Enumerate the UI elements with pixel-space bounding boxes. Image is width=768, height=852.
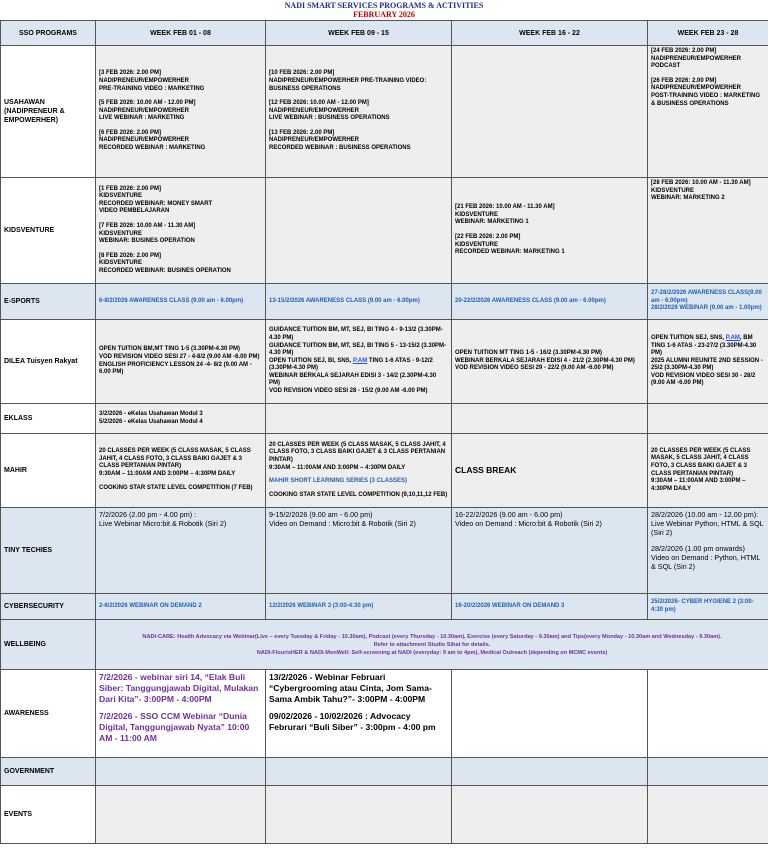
cell-line: KIDSVENTURE xyxy=(651,187,695,194)
cell-awareness-w3 xyxy=(452,670,648,758)
cell-eklass-w4 xyxy=(648,404,768,434)
cell-wellbeing xyxy=(96,620,768,670)
cell-line: PRE-TRAINING VIDEO : MARKETING xyxy=(99,85,205,92)
cell-line: ENGLISH PROFICIENCY LESSON 24 -4- 8/2 (9.00 AM - 6.00 PM) xyxy=(99,361,252,376)
cell-dilea-w4 xyxy=(648,320,768,404)
program-label: USAHAWAN (NADIPRENEUR & EMPOWERHER) xyxy=(1,46,96,178)
cell-line: 27-28/2/2026 AWARENESS CLASS(9.00 am - 6.00pm) xyxy=(651,290,762,304)
program-label: TINY TECHIES xyxy=(1,508,96,594)
pam-link[interactable]: P.AM xyxy=(725,334,740,341)
cell-kidsventure-w1 xyxy=(96,178,266,284)
cell-line: [10 FEB 2026: 2.00 PM] xyxy=(269,70,335,77)
awareness-item: 09/02/2026 - 10/02/2026 : Advocacy Februrari “Buli Siber” - 3:00pm - 4:00 pm xyxy=(269,711,436,732)
cell-line: RECORDED WEBINAR: MONEY SMART xyxy=(99,200,213,207)
cell-line: NADIPRENEUR/EMPOWERHER xyxy=(651,85,742,92)
cell-government-w4 xyxy=(648,758,768,786)
program-label: GOVERNMENT xyxy=(1,758,96,786)
dilea-w4-line: 2025 ALUMNI REUNITE 2ND SESSION - 25/2 (3.30PM-4.30 PM) xyxy=(651,357,763,372)
dilea-w2-line: WEBINAR BERKALA SEJARAH EDISI 3 - 14/2 (2.30PM-4.30 PM) xyxy=(269,372,437,387)
mahir-w2-line: 9:30AM – 11:00AM AND 3:00PM – 4:30PM DAILY xyxy=(269,464,406,471)
awareness-item: 7/2/2026 - webinar siri 14, “Elak Buli Siber: Tanggungjawab Digital, Mulakan Dari Kita”- 3:00PM - 4:00PM xyxy=(99,672,259,704)
row-government xyxy=(1,758,768,786)
cell-line: 7/2/2026 (2.00 pm - 4.00 pm) : xyxy=(99,510,197,519)
cell-usahawan-w3 xyxy=(452,46,648,178)
dilea-w4-line: VOD REVISION VIDEO SESI 30 - 28/2 (9.00 AM -6.00 PM) xyxy=(651,372,756,387)
page-title: NADI SMART SERVICES PROGRAMS & ACTIVITIES xyxy=(284,1,484,10)
cell-mahir-w1 xyxy=(96,434,266,508)
cell-line: NADIPRENEUR/EMPOWERHER xyxy=(99,77,190,84)
col-header-week4: WEEK FEB 23 - 28 xyxy=(648,21,768,46)
page-header xyxy=(0,0,768,20)
cell-line: Video on Demand : Micro:bit & Robotik (Siri 2) xyxy=(455,519,602,528)
cell-line: WEBINAR: MARKETING 2 xyxy=(651,195,725,202)
cell-line: [1 FEB 2026: 2.00 PM] xyxy=(99,185,162,192)
cell-kidsventure-w4 xyxy=(648,178,768,284)
cell-line: NADIPRENEUR/EMPOWERHER xyxy=(99,107,190,114)
cell-cyber-w3: 16-20/2/2026 WEBINAR ON DEMAND 3 xyxy=(452,594,648,620)
cell-line xyxy=(99,123,262,130)
cell-kidsventure-w3 xyxy=(452,178,648,284)
cell-line: 3/2/2026 - eKelas Usahawan Modul 3 xyxy=(99,410,203,417)
cell-line: [6 FEB 2026: 2.00 PM] xyxy=(99,129,162,136)
program-label: CYBERSECURITY xyxy=(1,594,96,620)
cell-line: Live Webinar Micro:bit & Robotik (Siri 2) xyxy=(99,519,227,528)
cell-mahir-w3: CLASS BREAK xyxy=(452,434,648,508)
cell-line: LIVE WEBINAR : MARKETING xyxy=(99,115,185,122)
cell-tiny-w4 xyxy=(648,508,768,594)
cell-line: COOKING STAR STATE LEVEL COMPETITION (7 FEB) xyxy=(99,485,253,492)
cell-mahir-w4 xyxy=(648,434,768,508)
cell-line xyxy=(99,216,262,223)
cell-line xyxy=(651,71,765,78)
page-subtitle: FEBRUARY 2026 xyxy=(353,10,415,19)
cell-line: & BUSINESS OPERATIONS xyxy=(651,100,729,107)
cell-line xyxy=(99,93,262,100)
cell-government-w2 xyxy=(266,758,452,786)
program-label: WELLBEING xyxy=(1,620,96,670)
cell-line: 5/2/2026 - eKelas Usahawan Modul 4 xyxy=(99,418,203,425)
cell-usahawan-w1 xyxy=(96,46,266,178)
cell-line: 16-22/2/2026 (9.00 am - 6.00 pm) xyxy=(455,510,563,519)
cell-line xyxy=(455,227,644,234)
cell-line xyxy=(99,246,262,253)
cell-esports-w4 xyxy=(648,284,768,320)
cell-line xyxy=(269,93,448,100)
mahir-w2-line: COOKING STAR STATE LEVEL COMPETITION (9,10,11,12 FEB) xyxy=(269,491,448,498)
cell-line: WEBINAR: BUSINES OPERATION xyxy=(99,238,195,245)
mahir-short-series: MAHIR SHORT LEARNING SERIES (3 CLASSES) xyxy=(269,478,408,485)
row-dilea xyxy=(1,320,768,404)
cell-line: BUSINESS OPERATIONS xyxy=(269,85,341,92)
cell-line: 9:30AM – 11:00AM AND 3:00PM – 4:30PM DAILY xyxy=(651,478,746,492)
cell-line: POST-TRAINING VIDEO : MARKETING xyxy=(651,92,761,99)
cell-line: [8 FEB 2026: 2.00 PM] xyxy=(99,252,162,259)
row-wellbeing xyxy=(1,620,768,670)
cell-cyber-w2: 12/2/2026 WEBINAR 3 (3:00-4:30 pm) xyxy=(266,594,452,620)
cell-cyber-w1: 2-6/2/2026 WEBINAR ON DEMAND 2 xyxy=(96,594,266,620)
cell-line: WEBINAR: MARKETING 1 xyxy=(455,219,529,226)
cell-mahir-w2 xyxy=(266,434,452,508)
dilea-w2-line: GUIDANCE TUITION BM, MT, SEJ, BI TING 4 - 9-13/2 (3.30PM-4.30 PM) xyxy=(269,327,443,341)
program-label: E-SPORTS xyxy=(1,284,96,320)
cell-line: KIDSVENTURE xyxy=(455,241,499,248)
cell-usahawan-w2 xyxy=(266,46,452,178)
cell-line: Live Webinar Python, HTML & SQL (Siri 2) xyxy=(651,519,764,537)
cell-line: 9-15/2/2026 (9.00 am - 6.00 pm) xyxy=(269,510,373,519)
mahir-w2-line: 20 CLASSES PER WEEK (5 CLASS MASAK, 5 CLASS JAHIT, 4 CLASS FOTO, 3 CLASS BAIKI GAJET & 3 CLASS PERTANIAN PINTAR) xyxy=(269,441,446,463)
dilea-w2-text: OPEN TUITION SEJ, BI, SNS, xyxy=(269,357,354,364)
cell-line: NADI-CARE: Health Advocacy via Webinar(Live – every Tuesday & Friday - 10.30am), Podcast (every Thursday - 10.30am), Exercise (every Saturday - 9.30am) and Tips(every Monday - 10.30am and Wednesday - 9.30am). xyxy=(142,633,722,640)
cell-line: LIVE WEBINAR : BUSINESS OPERATIONS xyxy=(269,115,390,122)
cell-kidsventure-w2 xyxy=(266,178,452,284)
cell-line: VOD REVISION VIDEO SESI 27 - 4-8/2 (9.00 AM -6.00 PM) xyxy=(99,353,260,360)
row-events xyxy=(1,786,768,844)
dilea-w2-line xyxy=(269,358,448,373)
row-awareness xyxy=(1,670,768,758)
cell-line: [5 FEB 2026: 10.00 AM - 12.00 PM] xyxy=(99,100,196,107)
cell-government-w1 xyxy=(96,758,266,786)
dilea-w2-line: GUIDANCE TUITION BM, MT, SEJ, BI TING 5 - 13-15/2 (3.30PM-4.30 PM) xyxy=(269,342,447,357)
cell-line: 9:30AM – 11:00AM AND 3:00PM – 4:30PM DAILY xyxy=(99,470,236,477)
cell-events-w2 xyxy=(266,786,452,844)
row-usahawan xyxy=(1,46,768,178)
cell-tiny-w2 xyxy=(266,508,452,594)
cell-line: WEBINAR BERKALA SEJARAH EDISI 4 - 21/2 (2.30PM-4.30 PM) xyxy=(455,357,635,364)
cell-events-w3 xyxy=(452,786,648,844)
cell-line: Video on Demand : Micro:bit & Robotik (Siri 2) xyxy=(269,519,416,528)
cell-line: VOD REVISION VIDEO SESI 29 - 22/2 (9.00 AM -6.00 PM) xyxy=(455,365,614,372)
awareness-item: 7/2/2026 - SSO CCM Webinar “Dunia Digital, Tanggungjawab Nyata” 10:00 AM - 11:00 AM xyxy=(99,711,250,743)
cell-line: NADIPRENEUR/EMPOWERHER xyxy=(269,137,360,144)
cell-events-w4 xyxy=(648,786,768,844)
dilea-w2-line: VOD REVISION VIDEO SESI 28 - 15/2 (9.00 AM -6.00 PM) xyxy=(269,388,428,395)
cell-line: VIDEO PEMBELAJARAN xyxy=(99,208,170,215)
cell-line: NADIPRENEUR/EMPOWERHER xyxy=(99,137,190,144)
row-esports xyxy=(1,284,768,320)
cell-awareness-w1 xyxy=(96,670,266,758)
cell-awareness-w2 xyxy=(266,670,452,758)
program-label: MAHIR xyxy=(1,434,96,508)
awareness-item: 13/2/2026 - Webinar Februari “Cybergrooming atau Cinta, Jom Sama-Sama Ambik Tahu?”- 3:00PM - 4:00PM xyxy=(269,672,432,704)
cell-line: [21 FEB 2026: 10.00 AM - 11.30 AM] xyxy=(455,204,555,211)
cell-line: NADIPRENEUR/EMPOWERHER PRE-TRAINING VIDEO: xyxy=(269,77,427,84)
cell-line: Refer to attachment Studio Sihat for details. xyxy=(373,641,491,648)
cell-tiny-w3 xyxy=(452,508,648,594)
cell-events-w1 xyxy=(96,786,266,844)
cell-line: Video on Demand : Python, HTML & SQL (Siri 2) xyxy=(651,553,761,571)
header-row xyxy=(1,21,768,46)
cell-dilea-w3 xyxy=(452,320,648,404)
cell-line: [7 FEB 2026: 10.00 AM - 11.30 AM] xyxy=(99,222,196,229)
cell-tiny-w1 xyxy=(96,508,266,594)
cell-line: [24 FEB 2026: 2.00 PM] xyxy=(651,48,717,54)
cell-line: [26 FEB 2026: 2.00 PM] xyxy=(651,77,717,84)
pam-link[interactable]: P.AM xyxy=(353,357,368,364)
cell-eklass-w3 xyxy=(452,404,648,434)
cell-line: RECORDED WEBINAR : BUSINESS OPERATIONS xyxy=(269,145,411,152)
program-label: DILEA Tuisyen Rakyat xyxy=(1,320,96,404)
col-header-programs: SSO PROGRAMS xyxy=(1,21,96,46)
row-mahir xyxy=(1,434,768,508)
cell-line: PODCAST xyxy=(651,63,681,70)
row-kidsventure xyxy=(1,178,768,284)
cell-line: KIDSVENTURE xyxy=(99,230,143,237)
cell-dilea-w2 xyxy=(266,320,452,404)
cell-line: [3 FEB 2026: 2.00 PM] xyxy=(99,70,162,77)
row-eklass xyxy=(1,404,768,434)
row-cybersecurity xyxy=(1,594,768,620)
dilea-w4-text: , BM TING 1-6 ATAS - 23-27/2 (3.30PM-4.30 PM) xyxy=(651,334,757,357)
cell-line: OPEN TUITION MT TING 1-5 - 16/2 (3.30PM-4.30 PM) xyxy=(455,350,603,357)
cell-line: NADI-FlourisHER & NADI-MenWell: Self-screening at NADI (everyday: 9 am to 4pm), Medical Outreach (depending on MCMC events) xyxy=(256,649,608,656)
col-header-week3: WEEK FEB 16 - 22 xyxy=(452,21,648,46)
cell-line: [28 FEB 2026: 10.00 AM - 11.30 AM] xyxy=(651,180,751,186)
dilea-w2-text: TING 1-6 ATAS - 9-12/2 (3.30PM-4.30 PM) xyxy=(269,357,433,372)
cell-dilea-w1 xyxy=(96,320,266,404)
cell-usahawan-w4 xyxy=(648,46,768,178)
program-label: EVENTS xyxy=(1,786,96,844)
cell-line: OPEN TUITION BM,MT TING 1-5 (3.30PM-4.30 PM) xyxy=(99,346,241,353)
cell-awareness-w4 xyxy=(648,670,768,758)
program-label: EKLASS xyxy=(1,404,96,434)
cell-line xyxy=(99,478,262,485)
cell-esports-w2: 13-15/2/2026 AWARENESS CLASS (9.00 am - 6.00pm) xyxy=(266,284,452,320)
col-header-week1: WEEK FEB 01 - 08 xyxy=(96,21,266,46)
cell-line: 28/2/2026 (1.00 pm onwards) xyxy=(651,544,745,553)
cell-eklass-w2 xyxy=(266,404,452,434)
cell-line: KIDSVENTURE xyxy=(455,211,499,218)
cell-line: [12 FEB 2026: 10.00 AM - 12.00 PM] xyxy=(269,100,369,107)
cell-line: [13 FEB 2026: 2.00 PM] xyxy=(269,129,335,136)
row-tiny-techies xyxy=(1,508,768,594)
cell-line: RECORDED WEBINAR : MARKETING xyxy=(99,145,206,152)
cell-line: [22 FEB 2026: 2.00 PM] xyxy=(455,234,521,240)
cell-esports-w1: 6-8/2/2026 AWARENESS CLASS (9.00 am - 6.00pm) xyxy=(96,284,266,320)
program-label: KIDSVENTURE xyxy=(1,178,96,284)
cell-line: NADIPRENEUR/EMPOWERHER xyxy=(651,55,742,62)
program-label: AWARENESS xyxy=(1,670,96,758)
cell-line xyxy=(651,537,765,544)
cell-government-w3 xyxy=(452,758,648,786)
cell-line: 20 CLASSES PER WEEK (5 CLASS MASAK, 5 CLASS JAHIT, 4 CLASS FOTO, 3 CLASS BAIKI GAJET & 3 CLASS PERTANIAN PINTAR) xyxy=(651,447,751,477)
col-header-week2: WEEK FEB 09 - 15 xyxy=(266,21,452,46)
dilea-w4-text: OPEN TUITION SEJ, SNS, xyxy=(651,334,726,341)
cell-line: RECORDED WEBINAR: MARKETING 1 xyxy=(455,249,565,256)
cell-line: 20 CLASSES PER WEEK (5 CLASS MASAK, 5 CLASS JAHIT, 4 CLASS FOTO, 3 CLASS BAIKI GAJET & 3 CLASS PERTANIAN PINTAR) xyxy=(99,448,251,470)
cell-esports-w3: 20-22/2/2026 AWARENESS CLASS (9.00 am - 6.00pm) xyxy=(452,284,648,320)
cell-eklass-w1 xyxy=(96,404,266,434)
cell-line: KIDSVENTURE xyxy=(99,260,143,267)
cell-line: 28/2/2026 (10.00 am - 12.00 pm): xyxy=(651,510,759,519)
cell-line xyxy=(269,123,448,130)
cell-line: KIDSVENTURE xyxy=(99,193,143,200)
cell-cyber-w4: 25/2/2026- CYBER HYGIENE 2 (3:00-4:30 pm) xyxy=(648,594,768,620)
cell-line: 28/2/2028 WEBINAR (9.00 am - 1.00pm) xyxy=(651,305,762,312)
cell-line: RECORDED WEBINAR: BUSINES OPERATION xyxy=(99,267,231,274)
schedule-table xyxy=(0,20,768,844)
cell-line: NADIPRENEUR/EMPOWERHER xyxy=(269,107,360,114)
dilea-w4-line xyxy=(651,335,765,358)
